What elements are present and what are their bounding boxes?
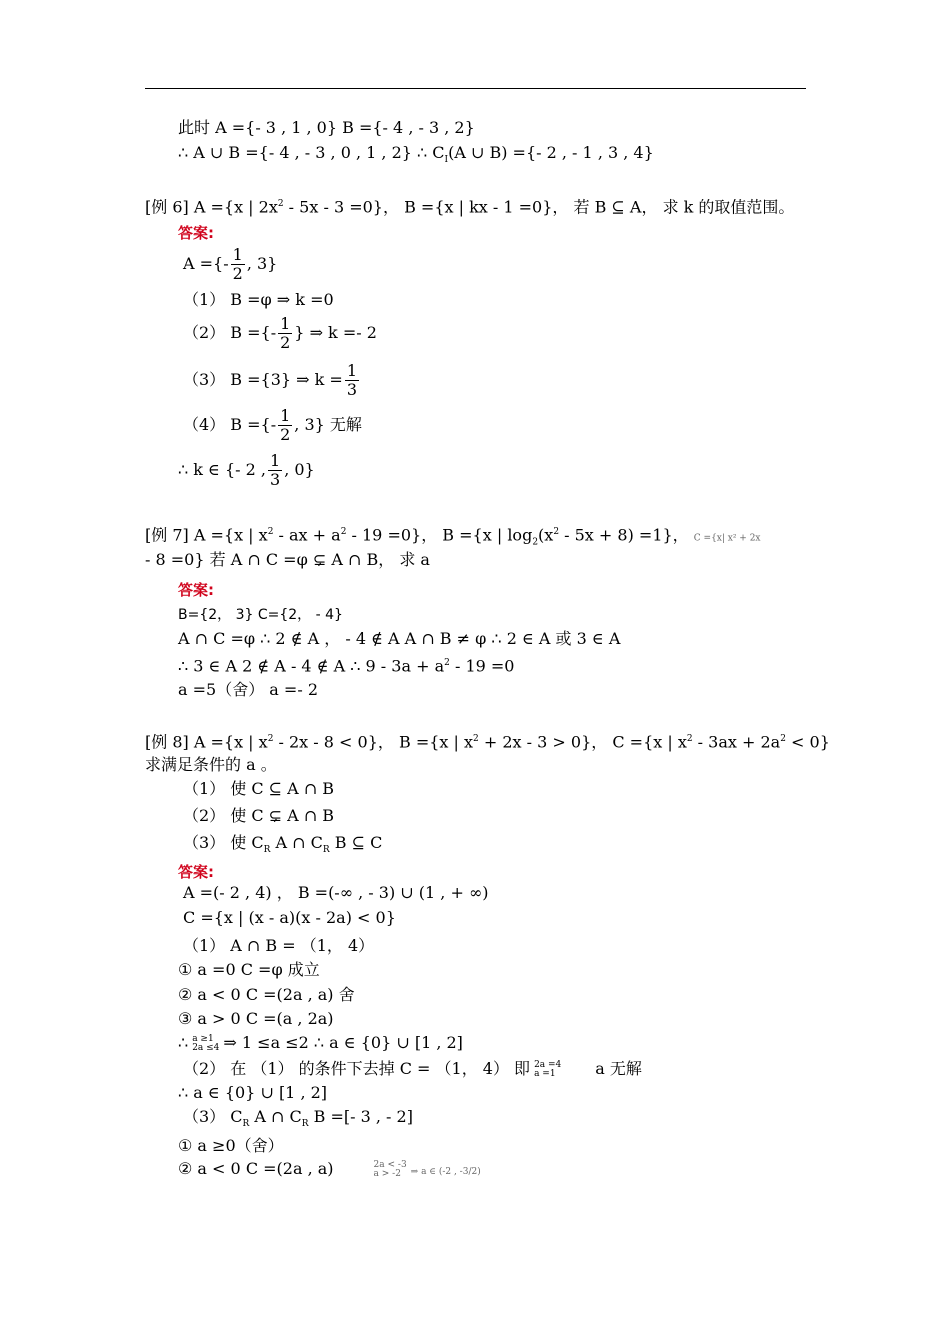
- e6-set-a: A ={- $\frac{1}{2}$ , 3}: [183, 245, 278, 283]
- e8-question-2: （2） 使 C ⊊ A ∩ B: [183, 806, 335, 825]
- answer-label-7: 答案:: [178, 581, 214, 599]
- e8-answer-4: ① a =0 C =φ 成立: [178, 960, 320, 979]
- e8-answer-11: ① a ≥0（舍）: [178, 1136, 284, 1155]
- e6-case-4: （4） B ={- $\frac{1}{2}$ , 3} 无解: [183, 406, 362, 444]
- e8-answer-12: ② a < 0 C =(2a , a) 2a < -3 a > -2 ⇒ a ∈ (-2 , -3/2): [178, 1159, 481, 1179]
- line-2: ∴ A ∪ B ={- 4 , - 3 , 0 , 1 , 2} ∴ $C_I(A$ ∪ B) ={- 2 , - 1 , 3 , 4}: [178, 143, 654, 166]
- example-6-title: [例 6] A ={x | $2x^2 - 5x - 3 =0$}， B ={x | kx - 1 =0}， 若 B ⊆ A， 求 k 的取值范围。: [145, 197, 795, 217]
- e8-answer-3: （1） A ∩ B = （1， 4）: [183, 936, 375, 955]
- brace-system-1: a ≥1 2a ≤4: [192, 1033, 220, 1053]
- e6-result: ∴ k ∈ {- 2 , $\frac{1}{3}$ , 0}: [178, 451, 315, 489]
- e7-line-4: a =5（舍） a =- 2: [178, 680, 319, 699]
- e6-case-2: （2） B ={- $\frac{1}{2}$ } ⇒ k =- 2: [183, 314, 377, 352]
- header-rule: [145, 88, 806, 89]
- answer-label-8: 答案:: [178, 863, 214, 881]
- e8-answer-10: （3） $C_R$ A ∩ $C_R$ B =[- 3 , - 2]: [183, 1107, 413, 1130]
- example-8-title: [例 8] A ={x | $x^2 - 2x - 8 < 0$}， B ={x | $x^2 + 2x - 3 > 0$}， C ={x | $x^2 - 3ax + 2a^2 < 0$}: [145, 732, 830, 752]
- e8-question-3: （3） 使 $C_R$ A ∩ $C_R$ B ⊆ C: [183, 833, 383, 856]
- example-8-line-2: 求满足条件的 a 。: [145, 755, 277, 774]
- e7-line-1: B={2， 3} C={2， - 4}: [178, 607, 343, 623]
- e8-answer-9: ∴ a ∈ {0} ∪ [1 , 2]: [178, 1083, 328, 1102]
- answer-label-6: 答案:: [178, 224, 214, 242]
- e6-case-1: （1） B =φ ⇒ k =0: [183, 290, 334, 309]
- brace-system-3: 2a < -3 a > -2: [373, 1159, 407, 1179]
- e8-answer-5: ② a < 0 C =(2a , a) 舍: [178, 985, 355, 1004]
- e7-line-3: ∴ 3 ∈ A 2 ∉ A - 4 ∉ A ∴ $9 - 3a + a^2 - 19 =0$: [178, 656, 515, 676]
- line-1: 此时 A ={- 3 , 1 , 0} B ={- 4 , - 3 , 2}: [178, 118, 475, 137]
- e8-answer-8: （2） 在 （1） 的条件下去掉 C = （1， 4） 即 2a =4 a =1 a 无解: [183, 1059, 642, 1079]
- e7-line-2: A ∩ C =φ ∴ 2 ∉ A ， - 4 ∉ A A ∩ B ≠ φ ∴ 2 ∈ A 或 3 ∈ A: [178, 629, 621, 648]
- brace-system-2: 2a =4 a =1: [534, 1059, 562, 1079]
- e8-answer-7: ∴ a ≥1 2a ≤4 ⇒ 1 ≤a ≤2 ∴ a ∈ {0} ∪ [1 , 2]: [178, 1033, 463, 1053]
- e8-answer-6: ③ a > 0 C =(a , 2a): [178, 1009, 334, 1028]
- example-7-line-2: - 8 =0} 若 A ∩ C =φ ⊊ A ∩ B， 求 a: [145, 550, 430, 569]
- e8-question-1: （1） 使 C ⊆ A ∩ B: [183, 779, 335, 798]
- e8-answer-1: A =(- 2 , 4) ， B =(-∞ , - 3) ∪ (1 , + ∞): [183, 883, 489, 902]
- e6-case-3: （3） B ={3} ⇒ k = $\frac{1}{3}$: [183, 361, 358, 399]
- example-7-title: [例 7] A ={x | $x^2$ - ax + $a^2 - 19 =0$}， B ={x | $\log_2(x^2 - 5x + 8) =1$}， C ={x| x² + 2x: [145, 525, 761, 548]
- e8-answer-2: C ={x | (x - a)(x - 2a) < 0}: [183, 908, 396, 927]
